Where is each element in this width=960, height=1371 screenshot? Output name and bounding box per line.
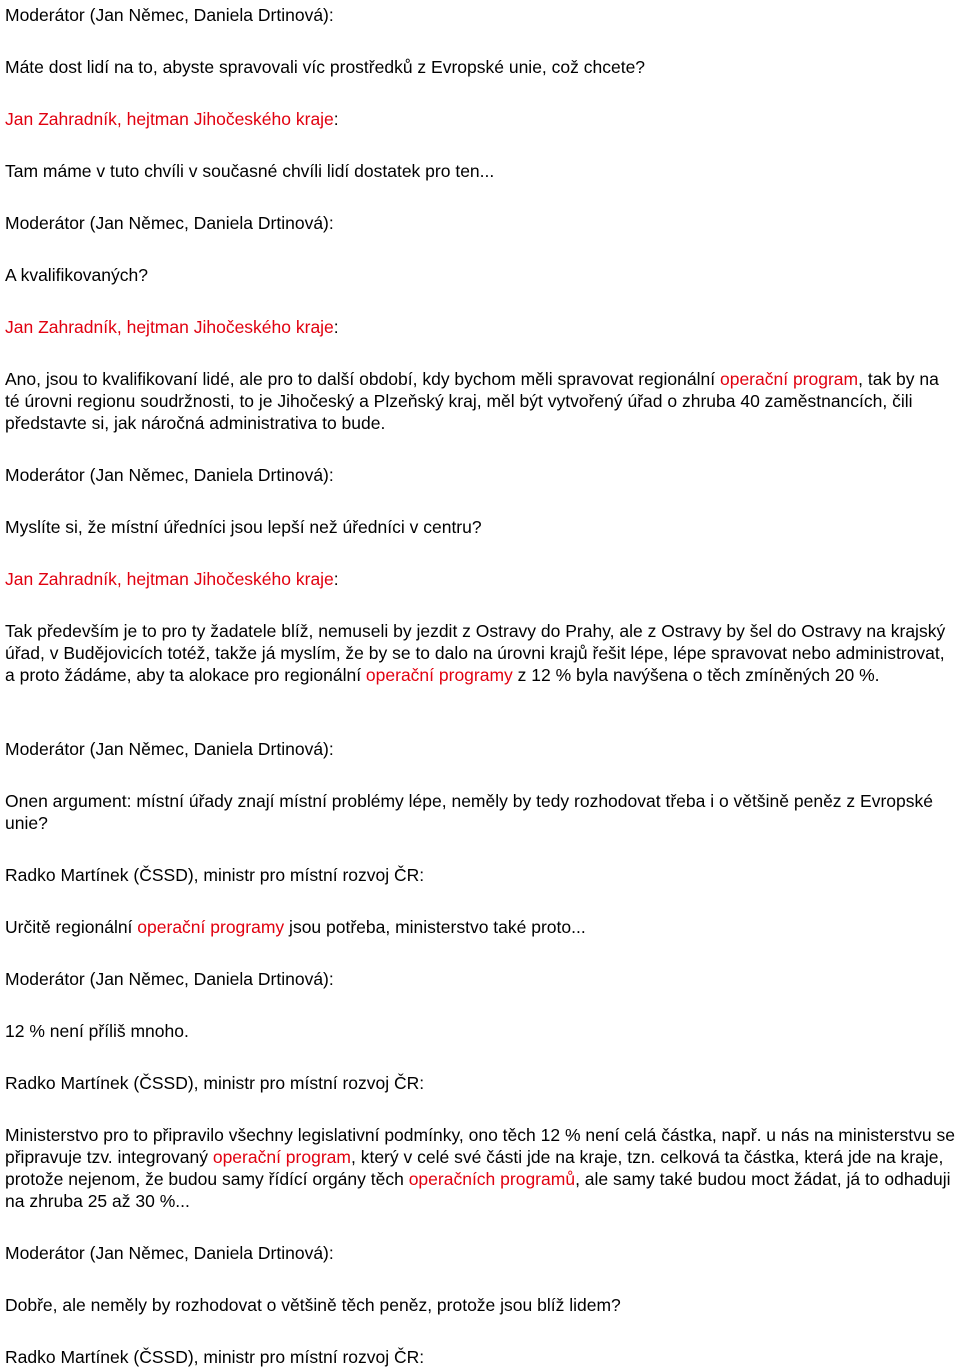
speaker-name: Jan Zahradník, hejtman Jihočeského kraje — [5, 109, 334, 129]
speech-text: 12 % není příliš mnoho. — [5, 1021, 189, 1041]
speaker-name: Moderátor (Jan Němec, Daniela Drtinová) — [5, 213, 329, 233]
speech-text: Máte dost lidí na to, abyste spravovali víc prostředků z Evropské unie, což chcete? — [5, 57, 646, 77]
speech-paragraph — [5, 516, 957, 538]
speech-text: jsou potřeba, ministerstvo také proto... — [284, 917, 586, 937]
speaker-colon: : — [328, 213, 334, 233]
speaker-colon: : — [328, 739, 334, 759]
speaker-label — [5, 968, 957, 990]
speaker-name: Radko Martínek (ČSSD), ministr pro místní rozvoj ČR — [5, 1347, 420, 1367]
speaker-label — [5, 4, 957, 26]
speaker-name: Moderátor (Jan Němec, Daniela Drtinová) — [5, 969, 329, 989]
speaker-label — [5, 1242, 957, 1264]
highlighted-term: operační program — [212, 1147, 351, 1167]
speaker-colon: : — [419, 865, 425, 885]
speaker-colon: : — [333, 569, 339, 589]
speaker-name: Radko Martínek (ČSSD), ministr pro místní rozvoj ČR — [5, 1073, 420, 1093]
speaker-label — [5, 212, 957, 234]
speech-text: , ale samy také budou moct žádat, já to odhaduji na zhruba 25 až 30 %... — [5, 1169, 951, 1211]
speech-text: Určitě regionální — [5, 917, 138, 937]
speech-paragraph — [5, 56, 957, 78]
speech-text: , který v celé své části jde na kraje, tzn. celková ta částka, která jde na kraje, protože nejenom, že budou samy řídící orgány těch — [5, 1147, 944, 1189]
speech-text: z 12 % byla navýšena o těch zmíněných 20 %. — [512, 665, 880, 685]
speech-text: Onen argument: místní úřady znají místní problémy lépe, neměly by tedy rozhodovat třeba i o většině peněz z Evropské unie? — [5, 791, 933, 833]
speech-paragraph — [5, 368, 957, 434]
speaker-colon: : — [333, 317, 339, 337]
highlighted-term: operačních programů — [408, 1169, 576, 1189]
speaker-label — [5, 464, 957, 486]
speaker-label — [5, 568, 957, 590]
speech-paragraph — [5, 160, 957, 182]
speaker-label — [5, 864, 957, 886]
speech-text: Dobře, ale neměly by rozhodovat o většině těch peněz, protože jsou blíž lidem? — [5, 1295, 621, 1315]
highlighted-term: operační programy — [137, 917, 285, 937]
speech-text: Tam máme v tuto chvíli v současné chvíli lidí dostatek pro ten... — [5, 161, 495, 181]
speaker-label — [5, 1072, 957, 1094]
speaker-name: Moderátor (Jan Němec, Daniela Drtinová) — [5, 465, 329, 485]
speaker-label — [5, 1346, 957, 1368]
speaker-colon: : — [333, 109, 339, 129]
speaker-label — [5, 316, 957, 338]
speech-text: A kvalifikovaných? — [5, 265, 148, 285]
speech-text: , tak by na té úrovni regionu soudržnosti, to je Jihočeský a Plzeňský kraj, měl být vytvořený úřad o zhruba 40 zaměstnancích, čili představte si, jak náročná administrativa to bude. — [5, 369, 939, 433]
speech-paragraph — [5, 790, 957, 834]
speaker-name: Radko Martínek (ČSSD), ministr pro místní rozvoj ČR — [5, 865, 420, 885]
speaker-colon: : — [328, 5, 334, 25]
speech-paragraph — [5, 916, 957, 938]
speaker-colon: : — [419, 1073, 425, 1093]
speaker-colon: : — [328, 465, 334, 485]
speaker-name: Moderátor (Jan Němec, Daniela Drtinová) — [5, 1243, 329, 1263]
speaker-colon: : — [328, 969, 334, 989]
speaker-colon: : — [419, 1347, 425, 1367]
speech-paragraph — [5, 1294, 957, 1316]
speech-text: Myslíte si, že místní úředníci jsou lepší než úředníci v centru? — [5, 517, 482, 537]
speech-text: Ministerstvo pro to připravilo všechny legislativní podmínky, ono těch 12 % není celá částka, např. u nás na ministerstvu se připravuje tzv. integrovaný — [5, 1125, 955, 1167]
highlighted-term: operační program — [719, 369, 859, 389]
speaker-name: Moderátor (Jan Němec, Daniela Drtinová) — [5, 5, 329, 25]
speech-paragraph — [5, 620, 957, 686]
speaker-label — [5, 738, 957, 760]
speech-paragraph — [5, 1124, 957, 1212]
speech-paragraph — [5, 264, 957, 286]
speech-paragraph — [5, 1020, 957, 1042]
speaker-name: Jan Zahradník, hejtman Jihočeského kraje — [5, 317, 334, 337]
speaker-colon: : — [328, 1243, 334, 1263]
speaker-name: Moderátor (Jan Němec, Daniela Drtinová) — [5, 739, 329, 759]
speech-text: Tak především je to pro ty žadatele blíž, nemuseli by jezdit z Ostravy do Prahy, ale z Ostravy by šel do Ostravy na krajský úřad, v Budějovicích totéž, takže já myslím, že by se to dalo na úrovni krajů řešit lépe, lépe spravovat nebo administrovat, a proto žádáme, aby ta alokace pro regionální — [5, 621, 946, 685]
speaker-name: Jan Zahradník, hejtman Jihočeského kraje — [5, 569, 334, 589]
highlighted-term: operační programy — [365, 665, 513, 685]
speech-text: Ano, jsou to kvalifikovaní lidé, ale pro to další období, kdy bychom měli spravovat regionální — [5, 369, 720, 389]
speaker-label — [5, 108, 957, 130]
